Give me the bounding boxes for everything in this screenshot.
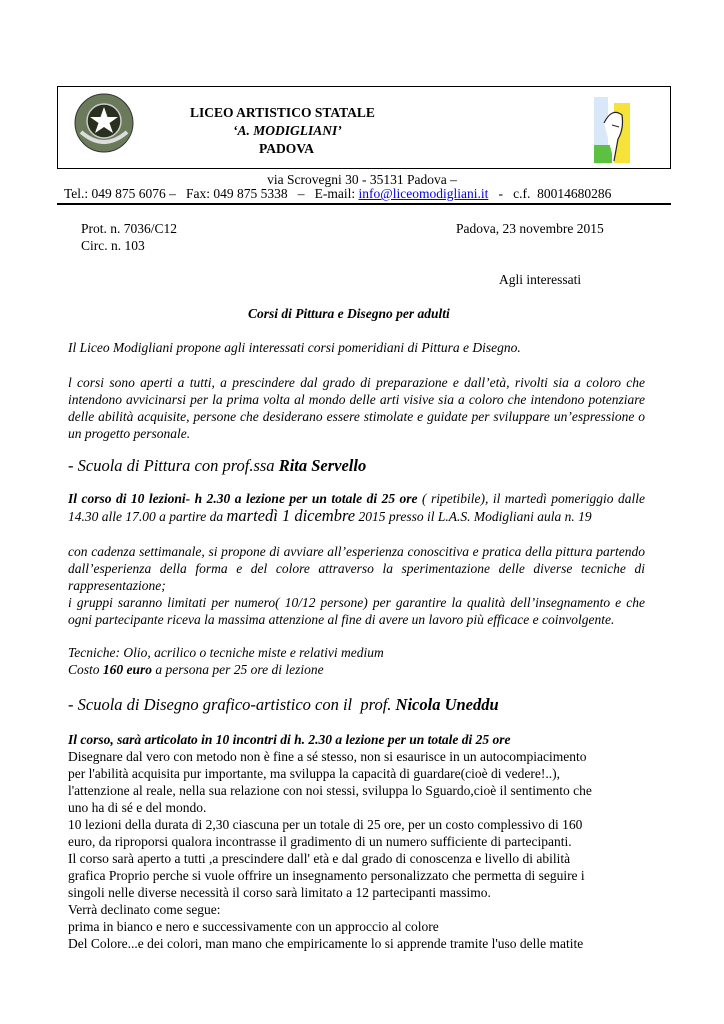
school-name-line2: ‘A. MODIGLIANI’ bbox=[233, 123, 342, 138]
drawing-text-line: l'attenzione al reale, nella sua relazione con noi stessi, sviluppa lo Sguardo,cioè il sentimento che bbox=[68, 783, 592, 798]
drawing-text-line: Del Colore...e dei colori, man mano che empiricamente lo si apprende tramite l'uso delle matite bbox=[68, 936, 584, 951]
school-name-line1: LICEO ARTISTICO STATALE bbox=[190, 105, 375, 120]
school-address: via Scrovegni 30 - 35131 Padova – bbox=[267, 172, 457, 187]
school-city: PADOVA bbox=[259, 141, 315, 156]
email-link[interactable]: info@liceomodigliani.it bbox=[358, 186, 489, 201]
drawing-text-line: grafica Proprio perche si vuole offrire un insegnamento personalizzato che permetta di seguire i bbox=[68, 868, 585, 883]
document-title: Corsi di Pittura e Disegno per adulti bbox=[248, 306, 450, 321]
painting-heading-text: - Scuola di Pittura con prof.ssa bbox=[68, 456, 279, 475]
painting-course-details bbox=[68, 490, 645, 525]
school-logo-icon bbox=[592, 95, 632, 165]
drawing-teacher-name: Nicola Uneddu bbox=[395, 695, 499, 714]
drawing-text-line: uno ha di sé e del mondo. bbox=[68, 800, 207, 815]
circular-number: Circ. n. 103 bbox=[81, 238, 145, 253]
painting-school-heading bbox=[68, 456, 366, 476]
drawing-text-line: Disegnare dal vero con metodo non è fine a sé stesso, non si esaurisce in un autocompiacimento bbox=[68, 749, 587, 764]
contacts-phone-fax: Tel.: 049 875 6076 – Fax: 049 875 5338 – E-mail: bbox=[64, 186, 359, 201]
drawing-text-line: euro, da riproporsi qualora incontrasse il gradimento di un numero sufficiente di partecipanti. bbox=[68, 834, 572, 849]
drawing-text-line: prima in bianco e nero e successivamente con un approccio al colore bbox=[68, 919, 439, 934]
drawing-text-line: per l'abilità acquisita pur importante, ma sviluppa la capacità di guardare(cioè di vedere!..), bbox=[68, 766, 560, 781]
painting-course-duration: Il corso di 10 lezioni- h 2.30 a lezione per un totale di 25 ore bbox=[68, 491, 418, 506]
letter-date: Padova, 23 novembre 2015 bbox=[456, 221, 604, 236]
school-contacts bbox=[64, 186, 611, 202]
drawing-text-line: 10 lezioni della durata di 2,30 ciascuna per un totale di 25 ore, per un costo complessivo di 160 bbox=[68, 817, 583, 832]
painting-course-aims: con cadenza settimanale, si propone di avviare all’esperienza conoscitiva e pratica della pittura partendo dall’esperienza della forma e del colore attraverso la sperimentazione delle diverse tecniche di rappresentazione; bbox=[68, 544, 645, 593]
drawing-text-line: singoli nelle diverse necessità il corso sarà limitato a 12 partecipanti massimo. bbox=[68, 885, 491, 900]
drawing-course-description bbox=[68, 748, 592, 952]
drawing-text-line: Verrà declinato come segue: bbox=[68, 902, 221, 917]
protocol-number: Prot. n. 7036/C12 bbox=[81, 221, 178, 236]
painting-group-size: i gruppi saranno limitati per numero( 10/12 persone) per garantire la qualità dell’insegnamento e che ogni partecipante riceva la massima attenzione al fine di avere un lavoro più efficace e coinvolgente. bbox=[68, 595, 645, 627]
drawing-school-heading bbox=[68, 695, 499, 715]
drawing-text-line: Il corso sarà aperto a tutti ,a prescindere dall' età e dal grado di conoscenza e livello di abilità bbox=[68, 851, 571, 866]
painting-course-schedule: ( ripetibile), il martedì pomeriggio dalle 14.30 alle 17.00 a partire da bbox=[68, 491, 645, 524]
cost-label: Costo bbox=[68, 662, 103, 677]
recipient-line: Agli interessati bbox=[499, 272, 582, 287]
cost-detail: a persona per 25 ore di lezione bbox=[152, 662, 324, 677]
contacts-tax-code: - c.f. 80014680286 bbox=[488, 186, 612, 201]
header-divider bbox=[57, 203, 671, 205]
painting-course-location: 2015 presso il L.A.S. Modigliani aula n. 19 bbox=[355, 509, 592, 524]
drawing-heading-text: - Scuola di Disegno grafico-artistico con il prof. bbox=[68, 695, 396, 714]
painting-cost bbox=[68, 662, 324, 678]
courses-description: l corsi sono aperti a tutti, a prescindere dal grado di preparazione e dall’età, rivolti sia a coloro che intendono avvicinarsi per la prima volta al mondo delle arti visive sia a coloro che intendono potenziare delle abilità acquisite, persone che desiderano essere stimolate e guidate per sviluppare un’espressione o un progetto personale. bbox=[68, 375, 645, 441]
cost-amount: 160 euro bbox=[102, 662, 153, 677]
drawing-course-duration: Il corso, sarà articolato in 10 incontri di h. 2.30 a lezione per un totale di 25 ore bbox=[68, 732, 511, 747]
school-name-block bbox=[190, 104, 375, 158]
intro-paragraph: Il Liceo Modigliani propone agli interessati corsi pomeridiani di Pittura e Disegno. bbox=[68, 340, 521, 355]
painting-teacher-name: Rita Servello bbox=[278, 456, 367, 475]
republic-emblem-icon bbox=[73, 92, 135, 154]
painting-techniques: Tecniche: Olio, acrilico o tecniche miste e relativi medium bbox=[68, 645, 384, 660]
painting-start-date: martedì 1 dicembre bbox=[226, 506, 356, 525]
